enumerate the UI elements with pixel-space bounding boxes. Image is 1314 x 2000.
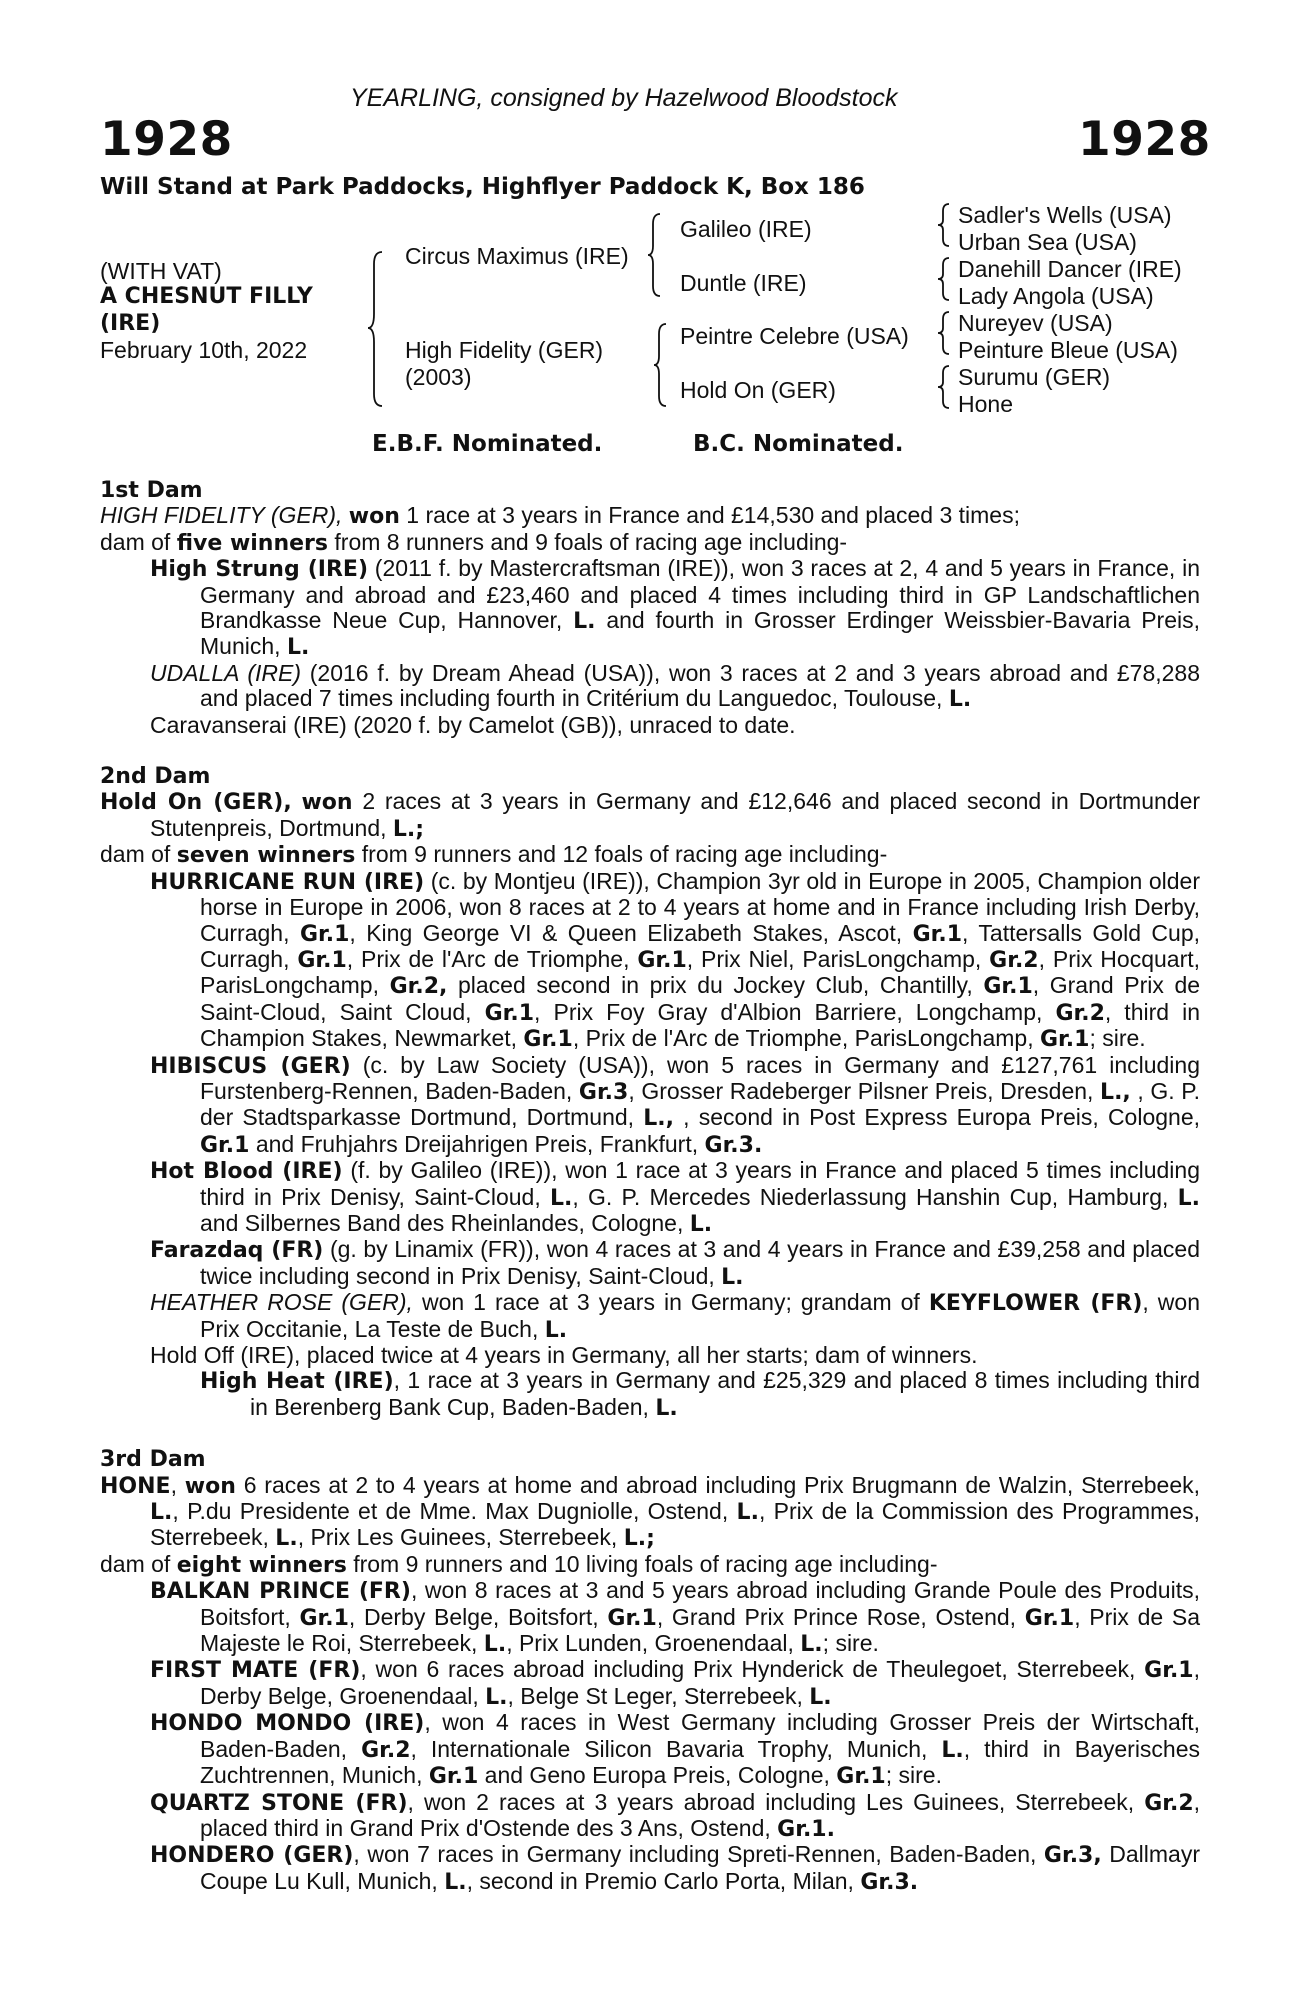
- horse-name-line2: (IRE): [100, 311, 161, 336]
- sire-sire: Galileo (IRE): [680, 216, 812, 242]
- lot-number-right: 1928: [1078, 112, 1211, 167]
- pedigree-bracket-g4: [938, 364, 954, 414]
- offspring-high-strung: High Strung (IRE) (2011 f. by Mastercraftsman (IRE)), won 3 races at 2, 4 and 5 years in France, in Germany and abroad and £23,460 and placed 4 times including third in GP Landschaftlichen Brandkasse Neue Cup, Hannover, L. and fourth in Grosser Erdinger Weissbier-Bavaria Preis, Munich, L.: [150, 555, 1200, 661]
- second-dam-heading: 2nd Dam: [100, 764, 211, 790]
- sire-name: Circus Maximus (IRE): [405, 243, 629, 269]
- pedigree-bracket-g3: [938, 310, 954, 360]
- second-dam-produce: dam of seven winners from 9 runners and 12 foals of racing age including-: [100, 841, 888, 869]
- offspring-hondero: HONDERO (GER), won 7 races in Germany including Spreti-Rennen, Baden-Baden, Gr.3, Dallmayr Coupe Lu Kull, Munich, L., second in Premio Carlo Porta, Milan, Gr.3.: [150, 1841, 1200, 1895]
- offspring-quartz-stone: QUARTZ STONE (FR), won 2 races at 3 years abroad including Les Guinees, Sterrebeek, Gr.2, placed third in Grand Prix d'Ostende des 3 Ans, Ostend, Gr.1.: [150, 1788, 1201, 1842]
- grandsire-3: Danehill Dancer (IRE): [958, 256, 1182, 282]
- offspring-hot-blood: Hot Blood (IRE) (f. by Galileo (IRE)), won 1 race at 3 years in France and placed 5 times including third in Prix Denisy, Saint-Cloud, L., G. P. Mercedes Niederlassung Hanshin Cup, Hamburg, L. and Silbernes Band des Rheinlandes, Cologne, L.: [150, 1157, 1200, 1237]
- offspring-first-mate: FIRST MATE (FR), won 6 races abroad including Prix Hynderick de Theulegoet, Sterrebeek, Gr.1, Derby Belge, Groenendaal, L., Belge St Leger, Sterrebeek, L.: [150, 1656, 1200, 1710]
- offspring-hibiscus: HIBISCUS (GER) (c. by Law Society (USA)), won 5 races in Germany and £127,761 including Furstenberg-Rennen, Baden-Baden, Gr.3, Grosser Radeberger Pilsner Preis, Dresden, L., , G. P. der Stadtsparkasse Dortmund, Dortmund, L., , second in Post Express Europa Preis, Cologne, Gr.1 and Fruhjahrs Dreijahrigen Preis, Frankfurt, Gr.3.: [150, 1051, 1201, 1158]
- ebf-nomination: E.B.F. Nominated.: [372, 431, 603, 457]
- offspring-hondo-mondo: HONDO MONDO (IRE), won 4 races in West Germany including Grosser Preis der Wirtschaft, Baden-Baden, Gr.2, Internationale Silicon Bavaria Trophy, Munich, L., third in Bayerisches Zuchtrennen, Munich, Gr.1 and Geno Europa Preis, Cologne, Gr.1; sire.: [150, 1709, 1201, 1790]
- granddam-4: Lady Angola (USA): [958, 283, 1154, 309]
- first-dam-produce: dam of five winners from 8 runners and 9 foals of racing age including-: [100, 528, 848, 556]
- offspring-heather-rose: HEATHER ROSE (GER), won 1 race at 3 years in Germany; grandam of KEYFLOWER (FR), won Prix Occitanie, La Teste de Buch, L.: [150, 1289, 1200, 1343]
- grandoffspring-high-heat: High Heat (IRE), 1 race at 3 years in Germany and £25,329 and placed 8 times including third in Berenberg Bank Cup, Baden-Baden, L.: [200, 1367, 1200, 1421]
- pedigree-bracket-g2: [938, 256, 954, 306]
- vat-note: (WITH VAT): [100, 258, 222, 284]
- lot-number-left: 1928: [100, 112, 233, 167]
- catalogue-body: [100, 478, 1200, 1895]
- stabling-location: Will Stand at Park Paddocks, Highflyer Paddock K, Box 186: [100, 174, 865, 200]
- offspring-hold-off: Hold Off (IRE), placed twice at 4 years in Germany, all her starts; dam of winners.: [150, 1342, 978, 1368]
- pedigree-bracket-sire: [648, 212, 666, 302]
- dam-sire: Peintre Celebre (USA): [680, 323, 909, 349]
- bc-nomination: B.C. Nominated.: [693, 431, 904, 457]
- offspring-hurricane-run: HURRICANE RUN (IRE) (c. by Montjeu (IRE)), Champion 3yr old in Europe in 2005, Champion older horse in Europe in 2006, won 8 races at 2 to 4 years at home and in France including Irish Derby, Curragh, Gr.1, King George VI & Queen Elizabeth Stakes, Ascot, Gr.1, Tattersalls Gold Cup, Curragh, Gr.1, Prix de l'Arc de Triomphe, Gr.1, Prix Niel, ParisLongchamp, Gr.2, Prix Hocquart, ParisLongchamp, Gr.2, placed second in prix du Jockey Club, Chantilly, Gr.1, Grand Prix de Saint-Cloud, Saint Cloud, Gr.1, Prix Foy Gray d'Albion Barriere, Longchamp, Gr.2, third in Champion Stakes, Newmarket, Gr.1, Prix de l'Arc de Triomphe, ParisLongchamp, Gr.1; sire.: [150, 867, 1201, 1053]
- grandsire-1: Sadler's Wells (USA): [958, 202, 1172, 228]
- grandsire-7: Surumu (GER): [958, 364, 1111, 390]
- third-dam-record: HONE, won 6 races at 2 to 4 years at home and abroad including Prix Brugmann de Walzin, Sterrebeek, L., P.du Presidente et de Mme. Max Dugniolle, Ostend, L., Prix de la Commission des Programmes, Sterrebeek, L., Prix Les Guinees, Sterrebeek, L.;: [100, 1471, 1201, 1552]
- dam-name: High Fidelity (GER): [405, 337, 604, 363]
- grandsire-5: Nureyev (USA): [958, 310, 1113, 336]
- first-dam-record: HIGH FIDELITY (GER), won 1 race at 3 years in France and £14,530 and placed 3 times;: [100, 502, 1020, 530]
- offspring-balkan-prince: BALKAN PRINCE (FR), won 8 races at 3 and 5 years abroad including Grande Poule des Produits, Boitsfort, Gr.1, Derby Belge, Boitsfort, Gr.1, Grand Prix Prince Rose, Ostend, Gr.1, Prix de Sa Majeste le Roi, Sterrebeek, L., Prix Lunden, Groenendaal, L.; sire.: [150, 1577, 1201, 1658]
- offspring-farazdaq: Farazdaq (FR) (g. by Linamix (FR)), won 4 races at 3 and 4 years in France and £39,258 and placed twice including second in Prix Denisy, Saint-Cloud, L.: [150, 1236, 1200, 1290]
- offspring-caravanserai: Caravanserai (IRE) (2020 f. by Camelot (GB)), unraced to date.: [150, 711, 796, 738]
- pedigree-bracket-main: [368, 250, 388, 410]
- third-dam-produce: dam of eight winners from 9 runners and 10 living foals of racing age including-: [100, 1550, 938, 1578]
- second-dam-record: Hold On (GER), won 2 races at 3 years in Germany and £12,646 and placed second in Dortmunder Stutenpreis, Dortmund, L.;: [100, 788, 1201, 842]
- horse-name-line1: A CHESNUT FILLY: [100, 284, 313, 309]
- offspring-udalla: UDALLA (IRE) (2016 f. by Dream Ahead (USA)), won 3 races at 2 and 3 years abroad and £78,288 and placed 7 times including fourth in Critérium du Languedoc, Toulouse, L.: [150, 659, 1200, 713]
- granddam-8: Hone: [958, 391, 1013, 417]
- consignment-line: YEARLING, consigned by Hazelwood Bloodstock: [350, 84, 898, 112]
- pedigree-bracket-dam: [654, 322, 672, 412]
- dam-year: (2003): [405, 364, 472, 390]
- dam-dam: Hold On (GER): [680, 377, 836, 403]
- third-dam-heading: 3rd Dam: [100, 1447, 206, 1473]
- pedigree-bracket-g1: [938, 202, 954, 252]
- granddam-2: Urban Sea (USA): [958, 229, 1137, 255]
- first-dam-heading: 1st Dam: [100, 478, 203, 503]
- sire-dam: Duntle (IRE): [680, 270, 807, 296]
- granddam-6: Peinture Bleue (USA): [958, 337, 1178, 363]
- foaling-date: February 10th, 2022: [100, 337, 308, 363]
